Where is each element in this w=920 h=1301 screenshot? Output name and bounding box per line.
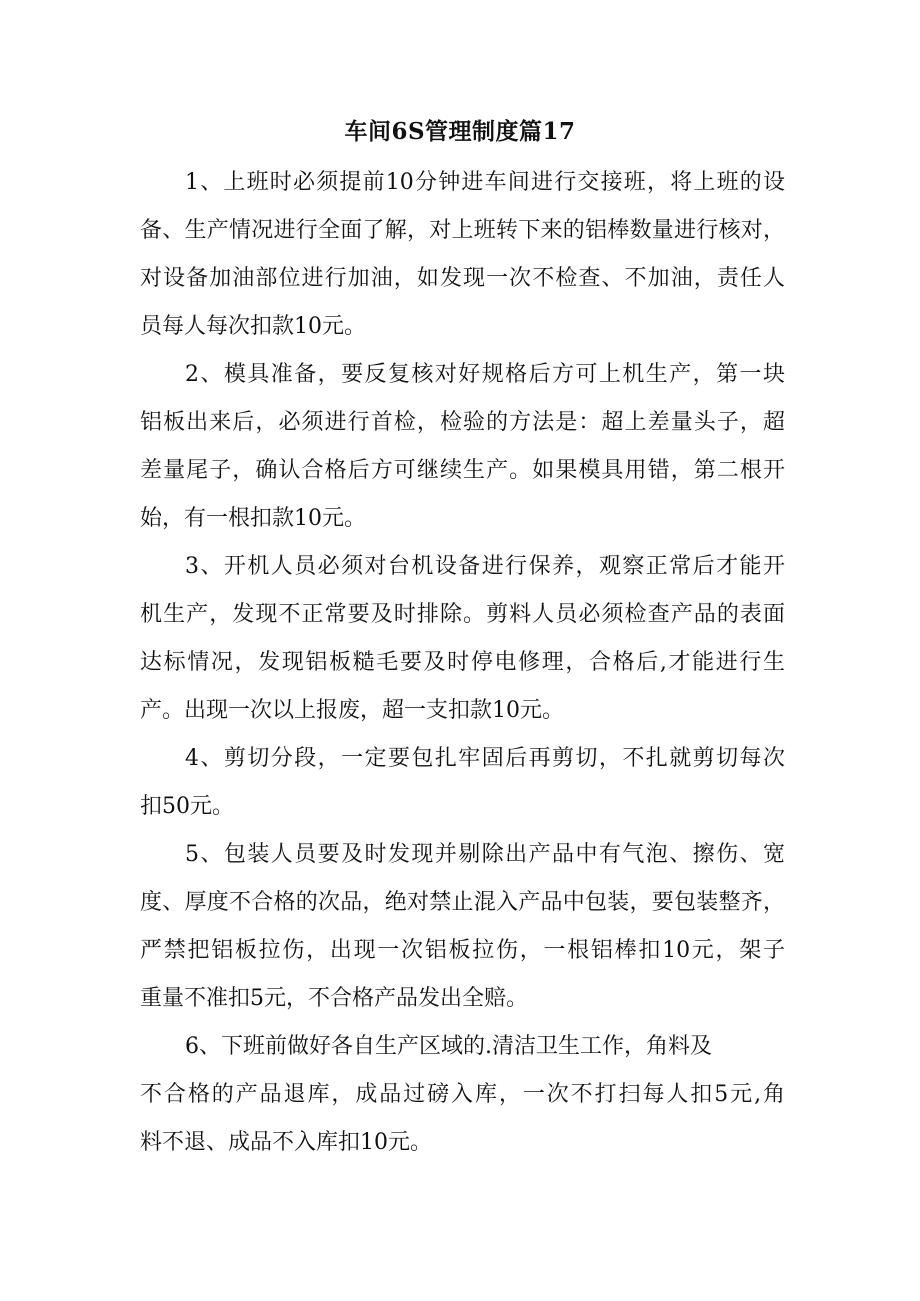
paragraph-5-line-1: 5、包装人员要及时发现并剔除出产品中有气泡、擦伤、宽 — [185, 842, 785, 867]
paragraph-6-line-1: 6、下班前做好各自生产区域的.清洁卫生工作，角料及 — [185, 1034, 712, 1059]
paragraph-1-line-3: 对设备加油部位进行加油，如发现一次不检查、不加油，责任人 — [140, 266, 785, 291]
paragraph-3-line-2: 机生产，发现不正常要及时排除。剪料人员必须检查产品的表面 — [140, 602, 785, 627]
paragraph-3-line-3: 达标情况，发现铝板糙毛要及时停电修理，合格后,才能进行生 — [140, 650, 785, 675]
paragraph-6-line-2: 不合格的产品退库，成品过磅入库，一次不打扫每人扣5元,角 — [140, 1082, 785, 1107]
paragraph-2-line-1: 2、模具准备，要反复核对好规格后方可上机生产，第一块 — [185, 362, 785, 387]
paragraph-5-line-2: 度、厚度不合格的次品，绝对禁止混入产品中包装，要包装整齐， — [140, 890, 785, 915]
paragraph-6-line-3: 料不退、成品不入库扣10元。 — [140, 1130, 432, 1155]
paragraph-4-line-2: 扣50元。 — [140, 794, 234, 819]
paragraph-3-line-4: 产。出现一次以上报废，超一支扣款10元。 — [140, 698, 564, 723]
paragraph-2-line-4: 始，有一根扣款10元。 — [140, 506, 366, 531]
paragraph-5-line-4: 重量不准扣5元，不合格产品发出全赔。 — [140, 986, 528, 1011]
document-title: 车间6S管理制度篇17 — [344, 118, 576, 145]
paragraph-1-line-2: 备、生产情况进行全面了解，对上班转下来的铝棒数量进行核对， — [140, 218, 785, 243]
paragraph-2-line-2: 铝板出来后，必须进行首检，检验的方法是：超上差量头子，超 — [140, 410, 785, 435]
paragraph-5-line-3: 严禁把铝板拉伤，出现一次铝板拉伤，一根铝棒扣10元，架子 — [140, 938, 785, 963]
paragraph-2-line-3: 差量尾子，确认合格后方可继续生产。如果模具用错，第二根开 — [140, 458, 785, 483]
paragraph-3-line-1: 3、开机人员必须对台机设备进行保养，观察正常后才能开 — [185, 554, 785, 579]
paragraph-4-line-1: 4、剪切分段，一定要包扎牢固后再剪切，不扎就剪切每次 — [185, 746, 785, 771]
paragraph-1-line-1: 1、上班时必须提前10分钟进车间进行交接班，将上班的设 — [185, 170, 785, 195]
paragraph-1-line-4: 员每人每次扣款10元。 — [140, 314, 366, 339]
